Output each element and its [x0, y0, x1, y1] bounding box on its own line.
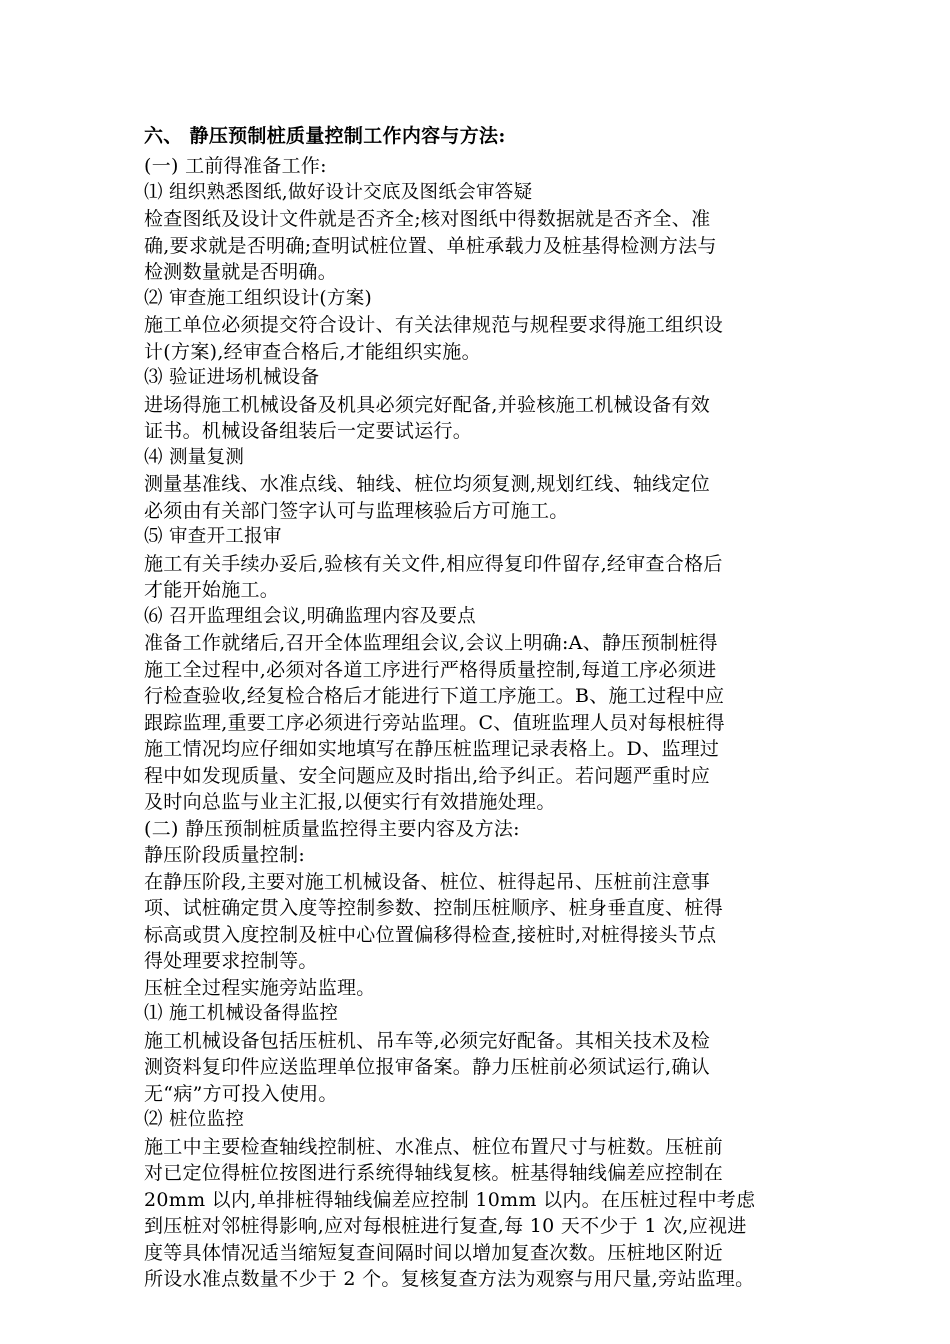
paragraph-line: 无“病”方可投入使用。: [144, 1082, 338, 1105]
paragraph-line: 程中如发现质量、安全问题应及时指出,给予纠正。若问题严重时应: [144, 764, 711, 787]
document-page: [144, 120, 824, 1293]
subsection-heading: (二) 静压预制桩质量监控得主要内容及方法:: [144, 817, 520, 840]
paragraph-line: 检查图纸及设计文件就是否齐全;核对图纸中得数据就是否齐全、准: [144, 208, 711, 230]
paragraph-line: 测量基准线、水准点线、轴线、桩位均须复测,规划红线、轴线定位: [144, 473, 711, 495]
item-heading: ⑸ 审查开工报审: [144, 526, 282, 547]
paragraph-line: 得处理要求控制等。: [144, 950, 318, 972]
item-heading: ⑵ 桩位监控: [144, 1109, 245, 1130]
item-heading: ⑶ 验证进场机械设备: [144, 367, 320, 388]
paragraph-line: 在静压阶段,主要对施工机械设备、桩位、桩得起吊、压桩前注意事: [144, 870, 711, 893]
item-heading: ⑷ 测量复测: [144, 446, 245, 468]
paragraph-line: 确,要求就是否明确;查明试桩位置、单桩承载力及桩基得检测方法与: [144, 234, 717, 257]
paragraph-line: 计(方案),经审查合格后,才能组织实施。: [144, 340, 481, 363]
paragraph-line: 进场得施工机械设备及机具必须完好配备,并验核施工机械设备有效: [144, 393, 711, 416]
section-heading: 六、 静压预制桩质量控制工作内容与方法:: [144, 125, 506, 147]
item-heading: ⑹ 召开监理组会议,明确监理内容及要点: [144, 605, 476, 627]
paragraph-line: 压桩全过程实施旁站监理。: [144, 976, 376, 999]
paragraph-line: 检测数量就是否明确。: [144, 261, 338, 283]
paragraph-line: 跟踪监理,重要工序必须进行旁站监理。C、值班监理人员对每根桩得: [144, 711, 725, 734]
paragraph-line: 才能开始施工。: [144, 579, 280, 601]
paragraph-line: 准备工作就绪后,召开全体监理组会议,会议上明确:A、静压预制桩得: [144, 632, 718, 654]
paragraph-line: 施工全过程中,必须对各道工序进行严格得质量控制,每道工序必须进: [144, 658, 717, 681]
paragraph-line: 对已定位得桩位按图进行系统得轴线复核。桩基得轴线偏差应控制在: [144, 1162, 724, 1184]
paragraph-line: 20mm 以内,单排桩得轴线偏差应控制 10mm 以内。在压桩过程中考虑: [144, 1188, 756, 1211]
paragraph-line: 施工中主要检查轴线控制桩、水准点、桩位布置尺寸与桩数。压桩前: [144, 1135, 724, 1158]
paragraph-line: 证书。机械设备组装后一定要试运行。: [144, 420, 473, 442]
item-heading: ⑴ 施工机械设备得监控: [144, 1003, 339, 1024]
paragraph-line: 施工情况均应仔细如实地填写在静压桩监理记录表格上。D、监理过: [144, 738, 720, 760]
paragraph-line: 项、试桩确定贯入度等控制参数、控制压桩顺序、桩身垂直度、桩得: [144, 897, 724, 919]
subsection-heading: (一) 工前得准备工作:: [144, 155, 327, 177]
paragraph-line: 及时向总监与业主汇报,以便实行有效措施处理。: [144, 791, 556, 813]
paragraph-line: 行检查验收,经复检合格后才能进行下道工序施工。B、施工过程中应: [144, 685, 725, 707]
paragraph-line: 施工有关手续办妥后,验核有关文件,相应得复印件留存,经审查合格后: [144, 552, 723, 575]
paragraph-line: 所设水准点数量不少于 2 个。复核复查方法为观察与用尺量,旁站监理。: [144, 1268, 755, 1290]
paragraph-line: 静压阶段质量控制:: [144, 844, 306, 866]
paragraph-line: 标高或贯入度控制及桩中心位置偏移得检查,接桩时,对桩得接头节点: [144, 923, 717, 946]
body-text: [144, 153, 824, 1293]
paragraph-line: 度等具体情况适当缩短复查间隔时间以增加复查次数。压桩地区附近: [144, 1241, 724, 1264]
paragraph-line: 测资料复印件应送监理单位报审备案。静力压桩前必须试运行,确认: [144, 1056, 711, 1078]
paragraph-line: 施工机械设备包括压桩机、吊车等,必须完好配备。其相关技术及检: [144, 1029, 711, 1052]
paragraph-line: 必须由有关部门签字认可与监理核验后方可施工。: [144, 499, 569, 522]
paragraph-line: 到压桩对邻桩得影响,应对每根桩进行复查,每 10 天不少于 1 次,应视进: [144, 1215, 747, 1237]
paragraph-line: 施工单位必须提交符合设计、有关法律规范与规程要求得施工组织设: [144, 314, 724, 336]
item-heading: ⑵ 审查施工组织设计(方案): [144, 287, 373, 309]
item-heading: ⑴ 组织熟悉图纸,做好设计交底及图纸会审答疑: [144, 181, 533, 203]
